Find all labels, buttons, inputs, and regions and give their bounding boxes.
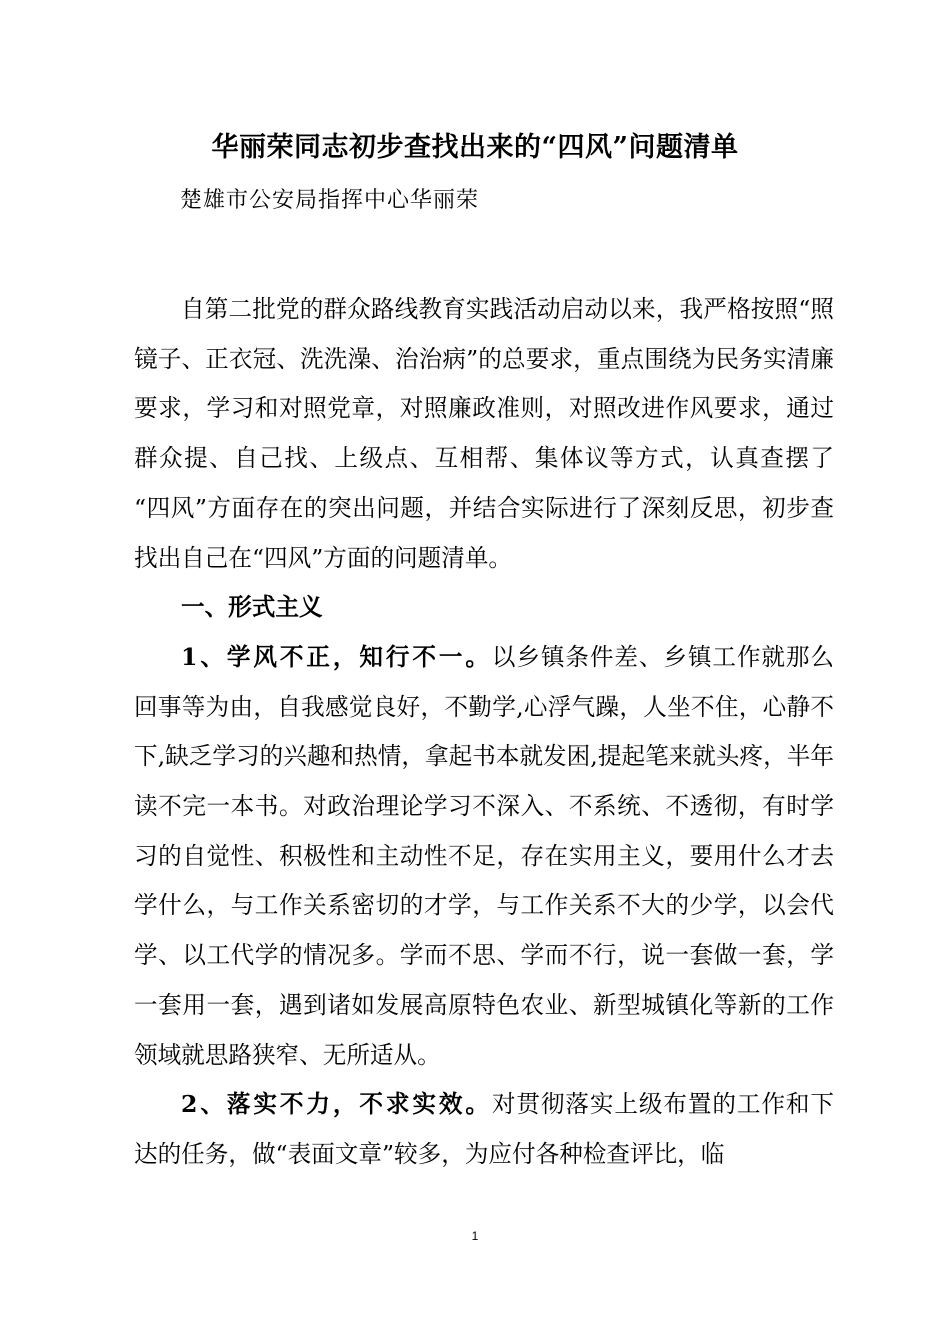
section-heading: 一、形式主义 (181, 593, 323, 622)
intro-paragraph: 自第二批党的群众路线教育实践活动启动以来，我严格按照“照镜子、正衣冠、洗洗澡、治治病”的总要求，重点围绕为民务实清廉要求，学习和对照党章，对照廉政准则，对照改进作风要求，通过群众提、自己找、上级点、互相帮、集体议等方式，认真查摆了 “四风”方面存在的突出问题，并结合实际进行了深刻反思，初步查找出自己在“四风”方面的问题清单。 (134, 295, 834, 572)
document-title: 华丽荣同志初步查找出来的“四风”问题清单 (211, 132, 739, 163)
item-text-2: 对贯彻落实上级布置的工作和下达的任务，做“表面文章”较多，为应付各种检查评比，临 (134, 1090, 834, 1168)
author-line: 楚雄市公安局指挥中心华丽荣 (180, 188, 480, 213)
document-body (134, 285, 834, 1180)
item-text-1: 以乡镇条件差、乡镇工作就那么回事等为由，自我感觉良好，不勤学,心浮气躁，人坐不住，心静不下,缺乏学习的兴趣和热情，拿起书本就发困,提起笔来就头疼，半年读不完一本书。对政治理论学习不深入、不系统、不透彻，有时学习的自觉性、积极性和主动性不足，存在实用主义，要用什么才去学什么，与工作关系密切的才学，与工作关系不大的少学，以会代学、以工代学的情况多。学而不思、学而不行，说一套做一套，学一套用一套，遇到诸如发展高原特色农业、新型城镇化等新的工作领域就思路狭窄、无所适从。 (134, 642, 834, 1069)
item-lead-2: 2、落实不力，不求实效。 (181, 1090, 492, 1119)
item-lead-1: 1、学风不正，知行不一。 (181, 642, 492, 671)
page-number: 1 (471, 1229, 479, 1243)
item-paragraph-2 (134, 1080, 834, 1179)
item-paragraph-1 (134, 633, 834, 1080)
